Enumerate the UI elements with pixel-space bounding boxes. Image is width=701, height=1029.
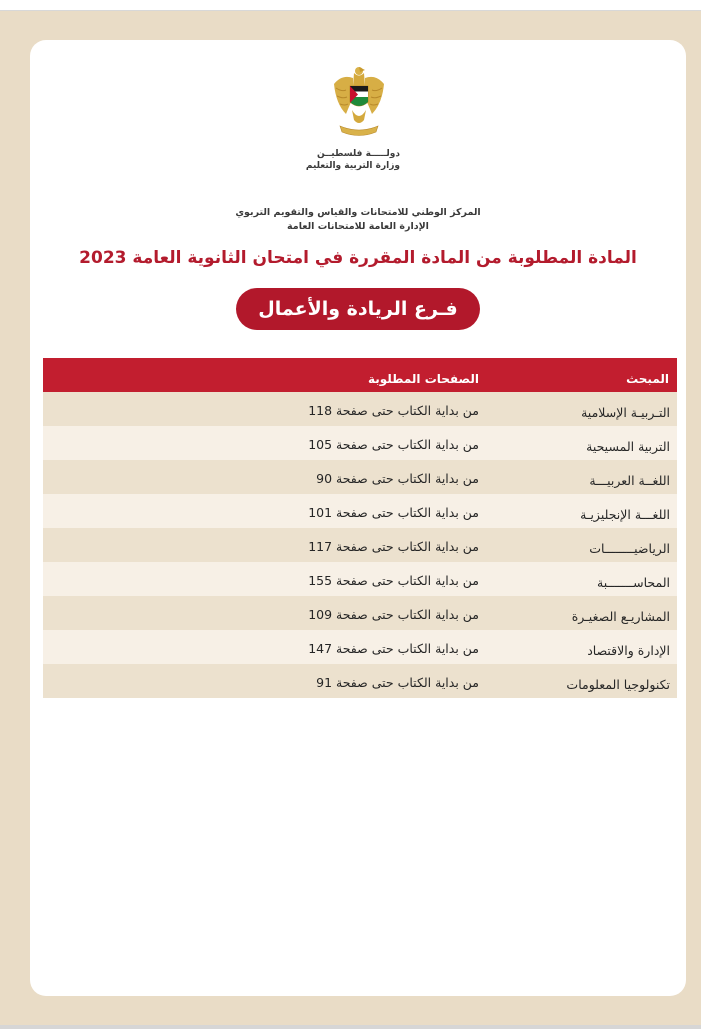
state-name: دولـــــة فلسطيــن xyxy=(317,149,400,159)
document-card xyxy=(30,40,686,996)
center-line-1: المركز الوطني للامتحانات والقياس والتقويم التربوي xyxy=(235,207,481,218)
table-row xyxy=(43,596,677,630)
table-row xyxy=(43,392,677,426)
pages-cell: من بداية الكتاب حتى صفحة 91 xyxy=(316,674,479,690)
subject-cell: المشاريـع الصغيـرة xyxy=(571,608,670,624)
bottom-strip xyxy=(0,1025,701,1029)
table-row xyxy=(43,426,677,460)
subject-cell: التربية المسيحية xyxy=(586,438,670,454)
page-title: المادة المطلوبة من المادة المقررة في امتحان الثانوية العامة 2023 xyxy=(79,248,637,268)
pages-cell: من بداية الكتاب حتى صفحة 105 xyxy=(308,436,479,452)
branch-badge: فـرع الريادة والأعمال xyxy=(236,288,480,330)
table-row xyxy=(43,460,677,494)
pages-cell: من بداية الكتاب حتى صفحة 117 xyxy=(308,538,479,554)
pages-cell: من بداية الكتاب حتى صفحة 101 xyxy=(308,504,479,520)
pages-cell: من بداية الكتاب حتى صفحة 155 xyxy=(308,572,479,588)
header-pages: الصفحات المطلوبة xyxy=(367,372,479,386)
pages-cell: من بداية الكتاب حتى صفحة 109 xyxy=(308,606,479,622)
table-header xyxy=(43,358,677,392)
exam-center-name xyxy=(30,206,686,234)
subject-cell: الإدارة والاقتصاد xyxy=(587,642,670,658)
palestine-eagle-emblem-icon xyxy=(332,64,386,140)
pages-cell: من بداية الكتاب حتى صفحة 90 xyxy=(316,470,479,486)
subject-cell: التـربيـة الإسلامية xyxy=(581,404,670,420)
center-line-2: الإدارة العامة للامتحانات العامة xyxy=(287,221,429,232)
table-row xyxy=(43,630,677,664)
top-strip xyxy=(0,0,701,11)
table-row xyxy=(43,494,677,528)
ministry-title: وزارة التربية والتعليم xyxy=(305,161,400,171)
table-row xyxy=(43,562,677,596)
table-body xyxy=(43,392,677,698)
subject-cell: الرياضيــــــــات xyxy=(589,540,670,556)
subject-cell: اللغــة العربيـــة xyxy=(589,472,670,488)
subjects-table xyxy=(43,358,677,698)
table-row xyxy=(43,528,677,562)
pages-cell: من بداية الكتاب حتى صفحة 118 xyxy=(308,402,479,418)
pages-cell: من بداية الكتاب حتى صفحة 147 xyxy=(308,640,479,656)
header-subject: المبحث xyxy=(626,372,669,386)
table-row xyxy=(43,664,677,698)
subject-cell: المحاســـــــبة xyxy=(597,574,670,590)
ministry-name xyxy=(240,148,400,172)
subject-cell: تكنولوجيا المعلومات xyxy=(566,676,670,692)
subject-cell: اللغـــة الإنجليزيـة xyxy=(580,506,670,522)
